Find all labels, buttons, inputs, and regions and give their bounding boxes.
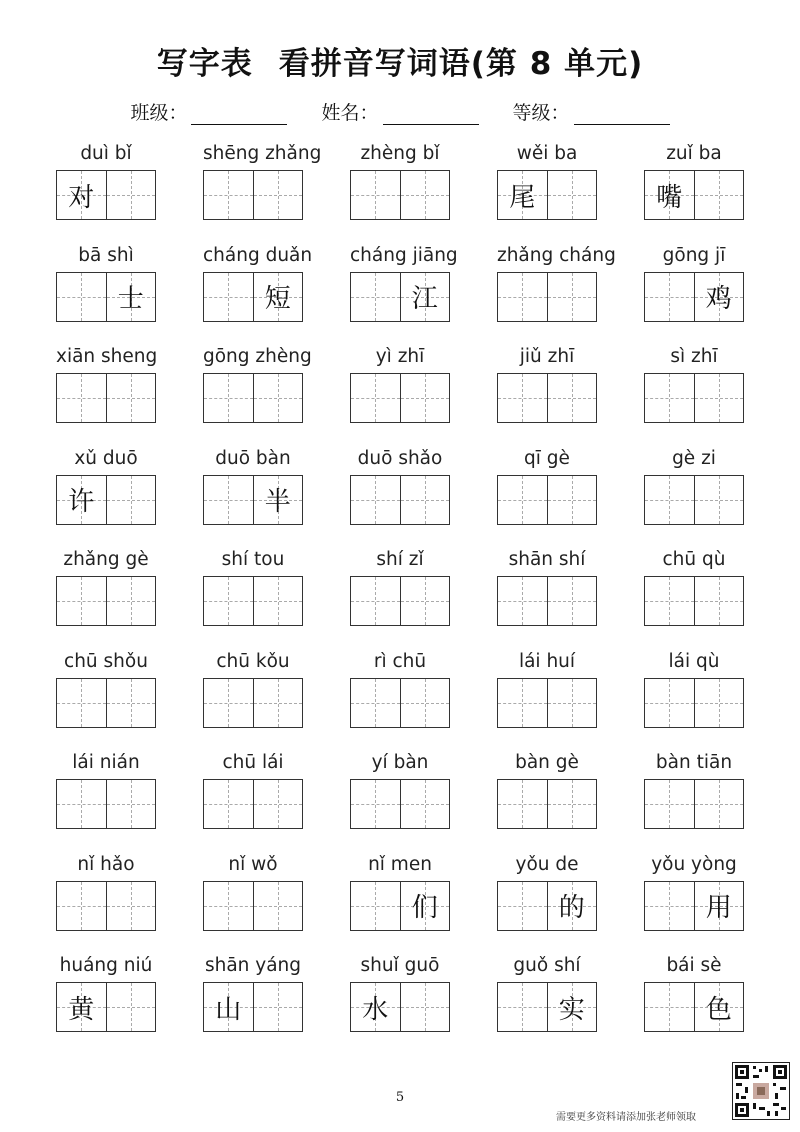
pinyin-label: zhǎng gè [63, 549, 149, 570]
class-blank[interactable] [191, 104, 287, 125]
word-cell [644, 546, 744, 648]
tian-grid-box-1[interactable] [57, 780, 106, 828]
pinyin-label: cháng duǎn [203, 244, 313, 266]
tian-grid-pair [497, 373, 597, 423]
tian-grid-box-2[interactable] [106, 780, 156, 828]
tian-grid-box-2[interactable] [253, 273, 303, 321]
pinyin-label: huáng niú [59, 955, 153, 976]
word-cell [56, 648, 156, 750]
pinyin-label: rì chū [373, 650, 427, 672]
word-cell [350, 749, 450, 851]
word-cell [350, 546, 450, 648]
tian-grid-box-1[interactable] [351, 171, 400, 219]
tian-grid-pair [56, 779, 156, 829]
tian-grid-box-2[interactable] [106, 679, 156, 727]
tian-grid-pair [644, 982, 744, 1032]
student-info-row [0, 98, 800, 125]
tian-grid-box-2[interactable] [106, 273, 156, 321]
name-label: 姓名： [321, 102, 379, 124]
tian-grid-pair [497, 272, 597, 322]
tian-grid-box-2[interactable] [547, 273, 597, 321]
word-cell [644, 242, 744, 344]
tian-grid-box-1[interactable] [498, 374, 547, 422]
pinyin-label: shān shí [508, 549, 586, 570]
pinyin-label: cháng jiāng [350, 244, 458, 266]
tian-grid-box-1[interactable] [204, 374, 253, 422]
tian-grid-pair [350, 475, 450, 525]
tian-grid-box-1[interactable] [204, 983, 253, 1031]
tian-grid-box-2[interactable] [547, 983, 597, 1031]
given-character: 实 [558, 994, 585, 1025]
tian-grid-pair [203, 170, 303, 220]
tian-grid-box-1[interactable] [498, 577, 547, 625]
tian-grid-box-1[interactable] [351, 476, 400, 524]
word-cell [350, 445, 450, 547]
tian-grid-pair [203, 272, 303, 322]
pinyin-label: shēng zhǎng [203, 143, 322, 164]
qr-code-icon [732, 1062, 790, 1120]
tian-grid-pair [497, 170, 597, 220]
word-cell [644, 648, 744, 750]
given-character: 黄 [68, 994, 95, 1025]
word-cell [203, 445, 303, 547]
tian-grid-pair [56, 373, 156, 423]
pinyin-label: yǒu de [515, 853, 579, 875]
tian-grid-pair [56, 170, 156, 220]
tian-grid-box-2[interactable] [694, 476, 744, 524]
pinyin-label: zhǎng cháng [497, 244, 616, 266]
given-character: 嘴 [656, 182, 683, 213]
tian-grid-box-2[interactable] [106, 983, 156, 1031]
tian-grid-box-2[interactable] [400, 577, 450, 625]
word-cell [203, 851, 303, 953]
tian-grid-pair [203, 779, 303, 829]
tian-grid-pair [56, 475, 156, 525]
word-cell [203, 242, 313, 344]
title-part1: 写字表 [156, 46, 253, 82]
tian-grid-box-2[interactable] [400, 171, 450, 219]
tian-grid-pair [497, 982, 597, 1032]
word-cell [350, 140, 450, 242]
tian-grid-pair [203, 678, 303, 728]
word-cell [644, 749, 744, 851]
word-cell [497, 445, 597, 547]
tian-grid-box-2[interactable] [400, 983, 450, 1031]
tian-grid-box-2[interactable] [547, 374, 597, 422]
tian-grid-box-1[interactable] [204, 780, 253, 828]
tian-grid-box-1[interactable] [498, 476, 547, 524]
tian-grid-pair [497, 881, 597, 931]
tian-grid-box-1[interactable] [498, 780, 547, 828]
word-cell [56, 343, 156, 445]
tian-grid-pair [497, 475, 597, 525]
tian-grid-box-2[interactable] [400, 780, 450, 828]
tian-grid-box-2[interactable] [400, 374, 450, 422]
tian-grid-box-1[interactable] [645, 577, 694, 625]
tian-grid-box-2[interactable] [547, 171, 597, 219]
tian-grid-box-1[interactable] [498, 171, 547, 219]
tian-grid-box-2[interactable] [400, 679, 450, 727]
tian-grid-box-2[interactable] [694, 780, 744, 828]
pinyin-label: shí tou [221, 549, 285, 570]
pinyin-label: shí zǐ [376, 549, 424, 570]
pinyin-label: chū lái [222, 752, 284, 773]
grade-field [513, 98, 670, 125]
tian-grid-pair [644, 678, 744, 728]
tian-grid-box-1[interactable] [645, 882, 694, 930]
tian-grid-box-1[interactable] [57, 983, 106, 1031]
word-cell [56, 445, 156, 547]
tian-grid-box-2[interactable] [106, 476, 156, 524]
tian-grid-box-2[interactable] [694, 882, 744, 930]
tian-grid-box-1[interactable] [351, 577, 400, 625]
word-cell [350, 851, 450, 953]
word-cell [350, 952, 450, 1054]
tian-grid-box-1[interactable] [57, 679, 106, 727]
pinyin-label: yǒu yòng [651, 853, 737, 875]
pinyin-label: lái qù [668, 650, 720, 672]
given-character: 短 [264, 284, 291, 314]
given-character: 色 [705, 994, 732, 1025]
tian-grid-box-2[interactable] [253, 171, 303, 219]
word-cell [203, 749, 303, 851]
tian-grid-box-2[interactable] [400, 273, 450, 321]
tian-grid-box-2[interactable] [694, 273, 744, 321]
pinyin-label: xǔ duō [74, 447, 138, 469]
pinyin-label: guǒ shí [513, 955, 581, 976]
tian-grid-box-1[interactable] [351, 780, 400, 828]
tian-grid-pair [350, 170, 450, 220]
tian-grid-pair [497, 678, 597, 728]
pinyin-label: lái nián [72, 752, 140, 773]
tian-grid-box-1[interactable] [498, 273, 547, 321]
footer-note: 需要更多资料请添加张老师领取 [556, 1112, 696, 1123]
tian-grid-box-1[interactable] [57, 171, 106, 219]
given-character: 士 [117, 284, 144, 314]
pinyin-label: nǐ hǎo [77, 853, 135, 875]
page-title [0, 38, 800, 83]
tian-grid-box-1[interactable] [204, 171, 253, 219]
tian-grid-box-2[interactable] [253, 476, 303, 524]
word-cell [497, 648, 597, 750]
tian-grid-pair [350, 982, 450, 1032]
tian-grid-box-1[interactable] [57, 577, 106, 625]
grade-label: 等级： [512, 102, 570, 124]
word-cell [644, 445, 744, 547]
tian-grid-box-2[interactable] [253, 374, 303, 422]
tian-grid-box-1[interactable] [645, 273, 694, 321]
pinyin-label: zhèng bǐ [360, 143, 440, 164]
tian-grid-pair [497, 779, 597, 829]
word-cell [56, 749, 156, 851]
pinyin-label: gè zi [672, 447, 716, 469]
word-cell [350, 648, 450, 750]
tian-grid-box-2[interactable] [694, 577, 744, 625]
tian-grid-box-1[interactable] [645, 171, 694, 219]
tian-grid-pair [56, 272, 156, 322]
name-field [321, 98, 478, 125]
pinyin-label: bàn tiān [655, 752, 733, 773]
word-grid [56, 140, 746, 1054]
tian-grid-pair [203, 982, 303, 1032]
tian-grid-box-2[interactable] [106, 882, 156, 930]
pinyin-label: chū shǒu [64, 650, 148, 672]
tian-grid-box-2[interactable] [253, 679, 303, 727]
pinyin-label: sì zhī [670, 346, 718, 367]
pinyin-label: jiǔ zhī [519, 346, 575, 367]
word-cell [203, 648, 303, 750]
pinyin-label: shuǐ guō [360, 955, 440, 976]
word-cell [497, 851, 597, 953]
pinyin-label: xiān sheng [56, 346, 158, 367]
tian-grid-box-2[interactable] [694, 679, 744, 727]
tian-grid-pair [203, 373, 303, 423]
pinyin-label: gōng zhèng [203, 346, 312, 367]
pinyin-label: chū qù [662, 549, 726, 570]
tian-grid-box-1[interactable] [204, 679, 253, 727]
tian-grid-box-2[interactable] [400, 882, 450, 930]
tian-grid-box-1[interactable] [645, 476, 694, 524]
tian-grid-box-1[interactable] [57, 273, 106, 321]
tian-grid-pair [350, 678, 450, 728]
word-cell [203, 140, 322, 242]
tian-grid-box-2[interactable] [547, 577, 597, 625]
name-blank[interactable] [383, 104, 479, 125]
given-character: 水 [362, 994, 389, 1025]
pinyin-label: nǐ wǒ [228, 853, 278, 875]
tian-grid-box-1[interactable] [204, 476, 253, 524]
tian-grid-pair [56, 576, 156, 626]
word-cell [497, 749, 597, 851]
given-character: 半 [264, 487, 291, 517]
tian-grid-box-1[interactable] [351, 374, 400, 422]
given-character: 许 [68, 487, 95, 517]
word-cell [644, 140, 744, 242]
pinyin-label: lái huí [518, 650, 576, 672]
tian-grid-pair [350, 779, 450, 829]
tian-grid-box-2[interactable] [253, 780, 303, 828]
pinyin-label: bā shì [78, 244, 134, 266]
word-cell [644, 952, 744, 1054]
tian-grid-pair [56, 881, 156, 931]
word-cell [56, 140, 156, 242]
given-character: 尾 [509, 182, 536, 213]
tian-grid-pair [56, 982, 156, 1032]
given-character: 用 [705, 893, 732, 923]
tian-grid-pair [644, 475, 744, 525]
given-character: 鸡 [705, 284, 732, 314]
tian-grid-pair [350, 373, 450, 423]
tian-grid-box-2[interactable] [106, 374, 156, 422]
grade-blank[interactable] [574, 104, 670, 125]
tian-grid-box-2[interactable] [106, 171, 156, 219]
class-label: 班级： [130, 102, 188, 124]
word-cell [497, 343, 597, 445]
tian-grid-box-1[interactable] [645, 983, 694, 1031]
tian-grid-pair [203, 881, 303, 931]
tian-grid-box-2[interactable] [547, 679, 597, 727]
pinyin-label: zuǐ ba [666, 143, 722, 164]
pinyin-label: duì bǐ [80, 143, 132, 164]
tian-grid-box-1[interactable] [645, 374, 694, 422]
tian-grid-pair [497, 576, 597, 626]
given-character: 们 [411, 893, 438, 923]
pinyin-label: nǐ men [368, 853, 432, 875]
tian-grid-box-1[interactable] [351, 273, 400, 321]
pinyin-label: yì zhī [375, 346, 425, 367]
tian-grid-pair [644, 881, 744, 931]
word-cell [203, 546, 303, 648]
given-character: 对 [68, 182, 95, 213]
word-cell [203, 952, 303, 1054]
tian-grid-box-1[interactable] [57, 374, 106, 422]
pinyin-label: duō bàn [215, 447, 291, 469]
tian-grid-pair [350, 576, 450, 626]
pinyin-label: bái sè [666, 955, 722, 976]
tian-grid-pair [203, 576, 303, 626]
word-cell [497, 546, 597, 648]
tian-grid-box-1[interactable] [498, 679, 547, 727]
given-character: 山 [215, 994, 242, 1025]
tian-grid-box-1[interactable] [645, 679, 694, 727]
title-part2: 看拼音写词语(第 8 单元) [278, 46, 644, 82]
pinyin-label: shān yáng [204, 955, 302, 976]
pinyin-label: gōng jī [662, 244, 726, 266]
pinyin-label: qī gè [524, 447, 570, 469]
tian-grid-box-1[interactable] [57, 882, 106, 930]
tian-grid-box-2[interactable] [253, 983, 303, 1031]
tian-grid-pair [644, 170, 744, 220]
word-cell [203, 343, 312, 445]
tian-grid-box-1[interactable] [498, 983, 547, 1031]
tian-grid-box-2[interactable] [547, 780, 597, 828]
tian-grid-box-1[interactable] [351, 882, 400, 930]
tian-grid-box-2[interactable] [694, 171, 744, 219]
tian-grid-box-2[interactable] [253, 882, 303, 930]
tian-grid-box-1[interactable] [351, 983, 400, 1031]
tian-grid-pair [350, 881, 450, 931]
tian-grid-box-2[interactable] [253, 577, 303, 625]
tian-grid-box-2[interactable] [694, 983, 744, 1031]
tian-grid-box-1[interactable] [204, 882, 253, 930]
word-cell [56, 851, 156, 953]
word-cell [497, 140, 597, 242]
pinyin-label: bàn gè [515, 752, 579, 773]
word-cell [56, 546, 156, 648]
tian-grid-box-2[interactable] [694, 374, 744, 422]
tian-grid-box-2[interactable] [547, 476, 597, 524]
word-cell [56, 242, 156, 344]
page-number: 5 [395, 1090, 405, 1105]
tian-grid-pair [350, 272, 450, 322]
word-cell [644, 343, 744, 445]
pinyin-label: wěi ba [516, 143, 578, 164]
pinyin-label: duō shǎo [357, 447, 443, 469]
pinyin-label: yí bàn [371, 752, 429, 773]
tian-grid-box-1[interactable] [204, 273, 253, 321]
tian-grid-box-1[interactable] [498, 882, 547, 930]
tian-grid-box-2[interactable] [547, 882, 597, 930]
class-field [130, 98, 287, 125]
word-cell [497, 242, 616, 344]
tian-grid-box-2[interactable] [400, 476, 450, 524]
tian-grid-box-1[interactable] [204, 577, 253, 625]
tian-grid-pair [203, 475, 303, 525]
word-cell [350, 242, 458, 344]
pinyin-label: chū kǒu [216, 650, 290, 672]
given-character: 江 [411, 284, 438, 314]
tian-grid-box-2[interactable] [106, 577, 156, 625]
tian-grid-pair [56, 678, 156, 728]
word-cell [56, 952, 156, 1054]
word-cell [350, 343, 450, 445]
tian-grid-pair [644, 779, 744, 829]
tian-grid-box-1[interactable] [645, 780, 694, 828]
tian-grid-pair [644, 373, 744, 423]
word-cell [644, 851, 744, 953]
tian-grid-box-1[interactable] [57, 476, 106, 524]
tian-grid-pair [644, 272, 744, 322]
tian-grid-pair [644, 576, 744, 626]
word-cell [497, 952, 597, 1054]
given-character: 的 [558, 893, 585, 923]
tian-grid-box-1[interactable] [351, 679, 400, 727]
